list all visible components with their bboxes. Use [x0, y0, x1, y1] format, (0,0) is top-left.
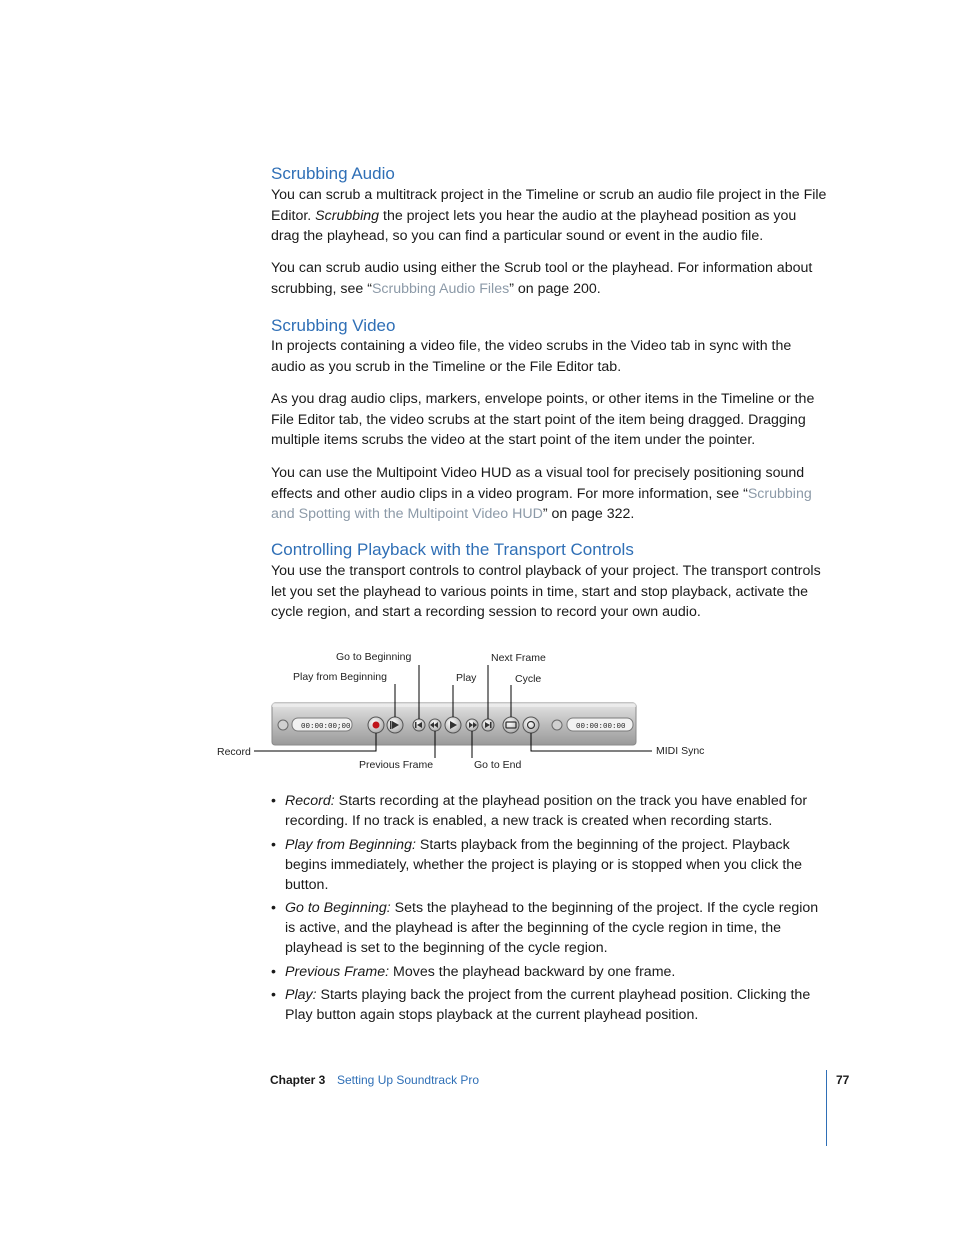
svg-text:00:00:00:00: 00:00:00:00	[576, 723, 626, 731]
list-item: • Record: Starts recording at the playhead position on the track you have enabled for recording. If no track is enabled, a new track is created when recording starts.	[271, 793, 808, 829]
label-play: Play	[456, 672, 477, 684]
paragraph: You can use the Multipoint Video HUD as a visual tool for precisely positioning sound effects and other audio clips in a video program. For more information, see “Scrubbing and Spotting with the Multipoint Video HUD” on page 322.	[271, 465, 812, 522]
footer-chapter: Chapter 3	[270, 1073, 326, 1087]
go-to-end-button	[482, 719, 494, 731]
heading-scrubbing-audio: Scrubbing Audio	[271, 164, 395, 183]
page-number: 77	[836, 1073, 850, 1087]
list-item: • Go to Beginning: Sets the playhead to the beginning of the project. If the cycle region is active, and the playhead is after the beginning of the cycle region in time, the playhead is set to the beginning of the cycle region.	[271, 900, 819, 956]
label-go-to-end: Go to End	[474, 759, 522, 771]
cycle-button	[503, 717, 519, 733]
footer-divider	[826, 1070, 827, 1146]
paragraph: You can scrub a multitrack project in the Timeline or scrub an audio file project in the File Editor. Scrubbing the project lets you hear the audio at the playhead position as you drag the playhead, so you can find a particular sound or event in the audio file.	[271, 187, 827, 244]
cross-reference-link[interactable]: Scrubbing and Spotting with the Multipoint Video HUD	[271, 485, 812, 522]
record-button	[368, 717, 384, 733]
paragraph: You use the transport controls to control playback of your project. The transport controls let you set the playhead to various points in time, start and stop playback, activate the cycle region, and start a recording session to record your own audio.	[271, 563, 821, 620]
play-from-beginning-button	[387, 717, 403, 733]
go-to-beginning-button	[413, 719, 425, 731]
label-record: Record	[217, 746, 251, 758]
label-midi-sync: MIDI Sync	[656, 745, 705, 757]
list-item: • Play from Beginning: Starts playback from the beginning of the project. Playback begins immediately, whether the project is playing or is stopped when you click the button.	[271, 836, 803, 893]
footer-chapter-title[interactable]: Setting Up Soundtrack Pro	[337, 1073, 480, 1087]
transport-controls-figure	[210, 645, 730, 775]
play-button	[445, 717, 461, 733]
metronome-icon	[552, 720, 562, 730]
midi-sync-button	[523, 717, 539, 733]
paragraph: You can scrub audio using either the Scrub tool or the playhead. For information about scrubbing, see “Scrubbing Audio Files” on page 200.	[271, 260, 813, 297]
bullet-list	[271, 791, 827, 1029]
cross-reference-link[interactable]: Scrubbing Audio Files	[371, 280, 510, 297]
paragraph: In projects containing a video file, the video scrubs in the Video tab in sync with the audio as you scrub in the Timeline or the File Editor tab.	[271, 338, 792, 375]
clock-icon	[278, 720, 288, 730]
paragraph: As you drag audio clips, markers, envelope points, or other items in the Timeline or the File Editor tab, the video scrubs at the start point of the item being dragged. Dragging multiple items scrubs the video at the start point of the item under the pointer.	[271, 391, 815, 448]
svg-text:00:00:00;00: 00:00:00;00	[301, 723, 351, 731]
previous-frame-button	[429, 719, 441, 731]
next-frame-button	[466, 719, 478, 731]
heading-scrubbing-video: Scrubbing Video	[271, 316, 396, 335]
label-play-from-beginning: Play from Beginning	[293, 671, 387, 683]
label-next-frame: Next Frame	[491, 652, 546, 664]
list-item: • Previous Frame: Moves the playhead backward by one frame.	[271, 963, 676, 980]
label-cycle: Cycle	[515, 673, 542, 685]
heading-transport-controls: Controlling Playback with the Transport Controls	[271, 540, 634, 559]
label-previous-frame: Previous Frame	[359, 759, 434, 771]
list-item: • Play: Starts playing back the project from the current playhead position. Clicking the Play button again stops playback at the current playhead position.	[271, 987, 811, 1023]
label-go-to-beginning: Go to Beginning	[336, 651, 412, 663]
